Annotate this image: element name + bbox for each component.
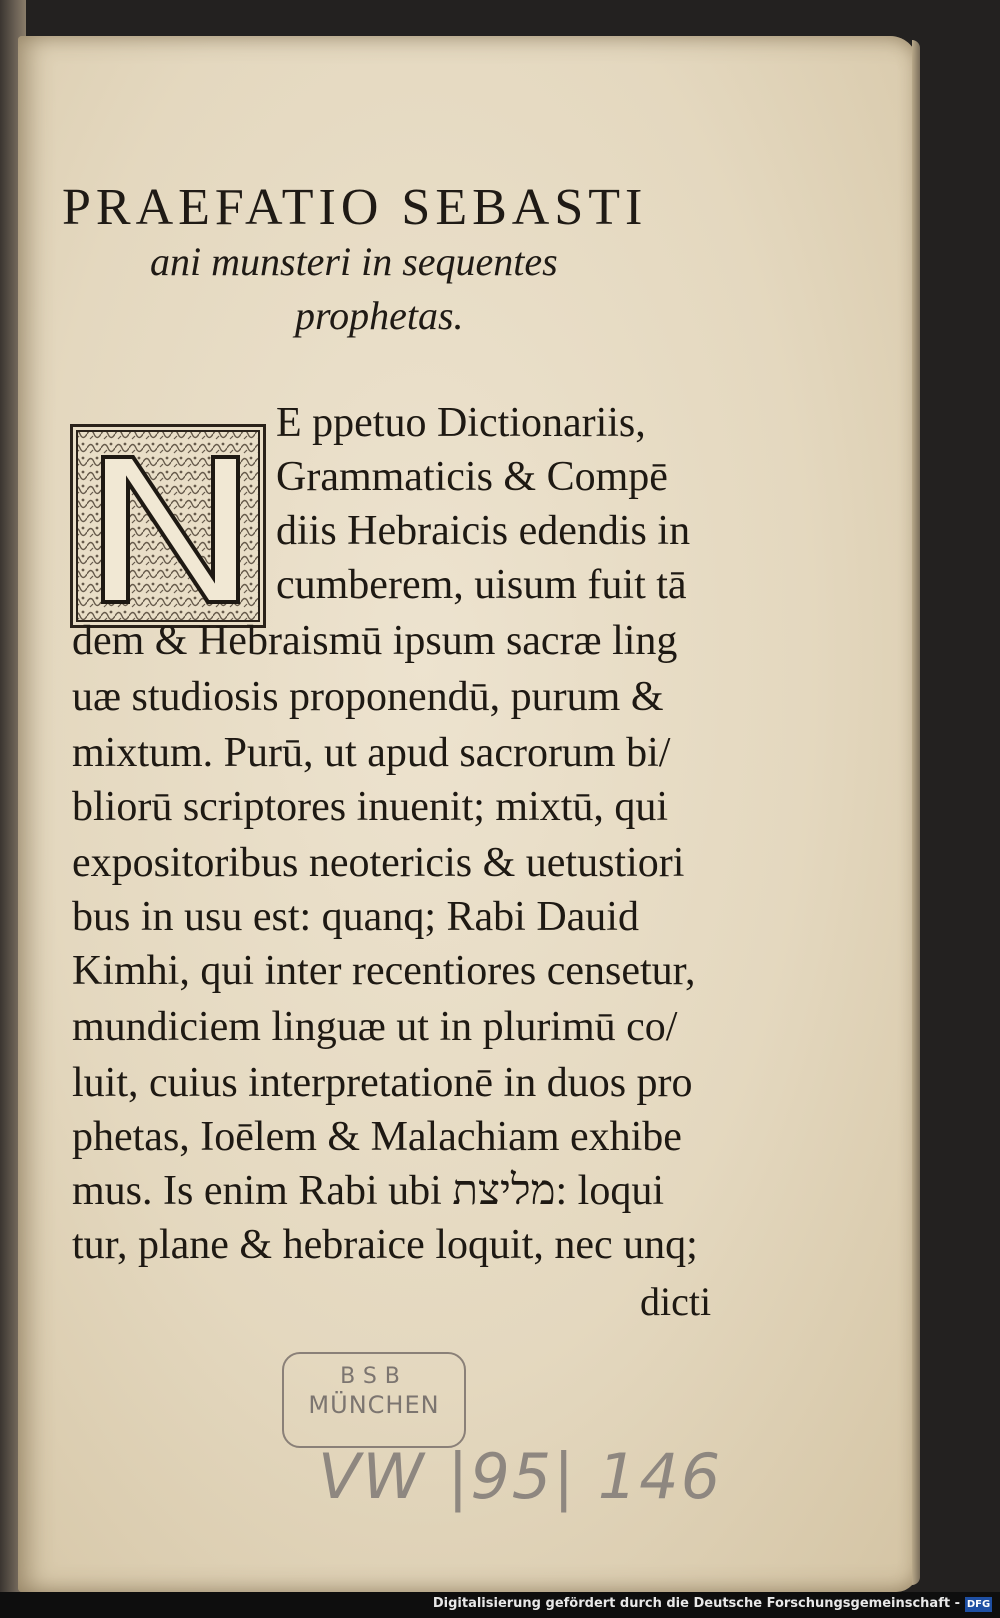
text-line: tur, plane & hebraice loquit, nec unq; bbox=[72, 1222, 698, 1268]
footer-bar bbox=[0, 1592, 1000, 1618]
library-stamp bbox=[282, 1352, 466, 1448]
text-line: Grammaticis & Compē bbox=[276, 454, 668, 500]
page-edge bbox=[912, 40, 920, 1585]
text-line: mus. Is enim Rabi ubi מליצת: loqui bbox=[72, 1168, 665, 1214]
stamp-line-2: MÜNCHEN bbox=[308, 1391, 440, 1419]
decorated-initial-n bbox=[70, 424, 266, 628]
title-line-2: ani munsteri in sequentes bbox=[150, 239, 558, 284]
text-line: dem & Hebraismū ipsum sacræ ling bbox=[72, 618, 678, 664]
text-line: uæ studiosis proponendū, purum & bbox=[72, 674, 664, 720]
title-line-3: prophetas. bbox=[295, 293, 464, 338]
stamp-line-1: BSB bbox=[340, 1364, 408, 1389]
ornament-icon bbox=[73, 427, 263, 625]
text-line: Kimhi, qui inter recentiores censetur, bbox=[72, 948, 696, 994]
text-line: bus in usu est: quanq; Rabi Dauid bbox=[72, 894, 639, 940]
text-line: mundiciem linguæ ut in plurimū co/ bbox=[72, 1004, 678, 1050]
text-line: diis Hebraicis edendis in bbox=[276, 508, 691, 554]
text-line: cumberem, uisum fuit tā bbox=[276, 562, 687, 608]
text-line: expositoribus neotericis & uetustiori bbox=[72, 840, 685, 886]
title-line-1: PRAEFATIO SEBASTI bbox=[62, 179, 648, 236]
text-line: mixtum. Purū, ut apud sacrorum bi/ bbox=[72, 730, 671, 776]
text-line: phetas, Ioēlem & Malachiam exhibe bbox=[72, 1114, 682, 1160]
catchword: dicti bbox=[640, 1279, 712, 1324]
text-line: luit, cuius interpretationē in duos pro bbox=[72, 1060, 693, 1106]
text-line: bliorū scriptores inuenit; mixtū, qui bbox=[72, 784, 669, 830]
footer-credit: Digitalisierung gefördert durch die Deutsche Forschungsgemeinschaft - bbox=[432, 1596, 960, 1611]
dfg-logo-icon: DFG bbox=[966, 1599, 991, 1610]
text-line: E ppetuo Dictionariis, bbox=[276, 400, 646, 446]
handwritten-shelfmark: VW |95| 146 bbox=[318, 1440, 723, 1513]
